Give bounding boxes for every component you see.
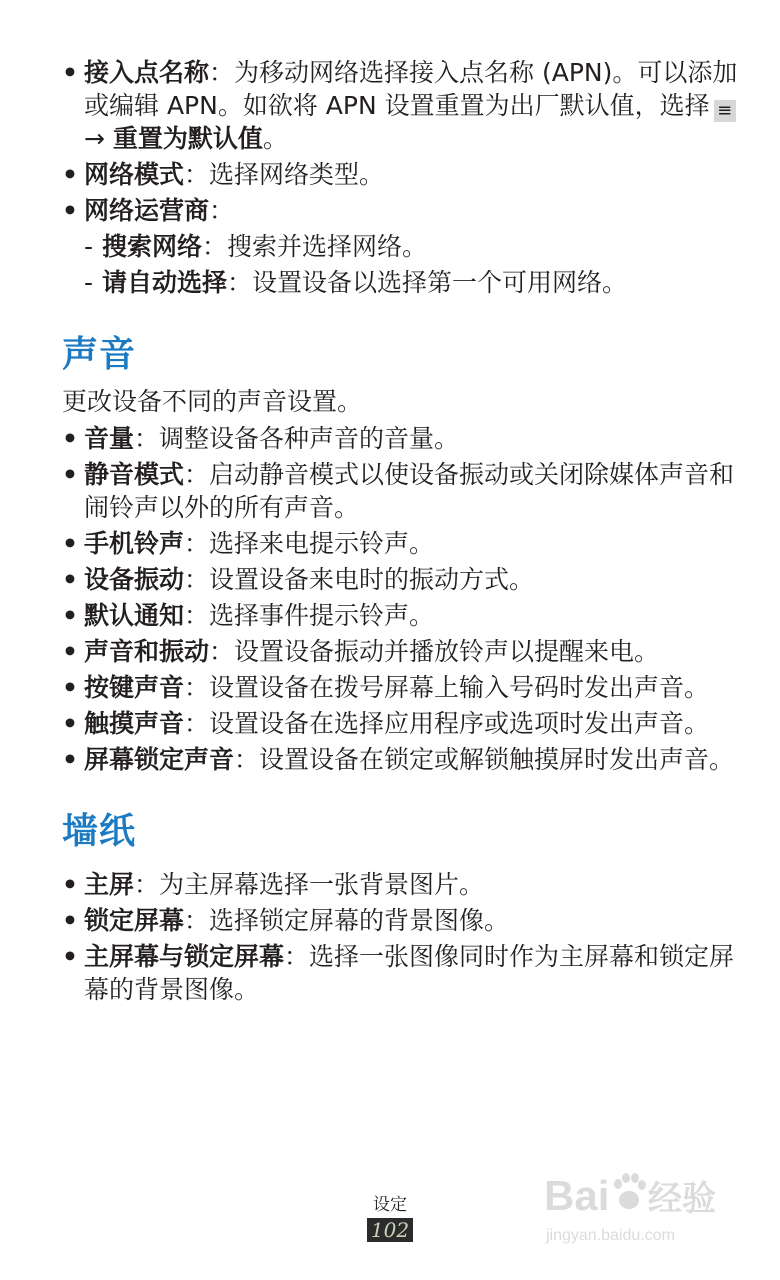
item-end: 。 — [262, 124, 288, 153]
item-term: 搜索网络 — [102, 232, 203, 261]
sub-item-search-network — [62, 230, 742, 263]
item-desc: ：选择事件提示铃声。 — [184, 601, 435, 630]
list-item-home-and-lock — [62, 940, 742, 1006]
item-desc: ：搜索并选择网络。 — [202, 232, 428, 261]
item-term: 主屏幕与锁定屏幕 — [84, 942, 285, 971]
list-item-apn — [62, 56, 742, 155]
list-item-ringtone — [62, 527, 742, 560]
item-term: 设备振动 — [84, 565, 185, 594]
item-desc: ：选择网络类型。 — [184, 160, 385, 189]
section-heading-sound: 声音 — [62, 334, 137, 375]
manual-page — [62, 56, 742, 1009]
item-desc: ：为移动网络选择接入点名称 (APN)。可以添加或编辑 APN。如欲将 APN 设置重置为出厂默认值，选择 — [84, 58, 738, 120]
item-desc: ：启动静音模式以使设备振动或关闭除媒体声音和闹铃声以外的所有声音。 — [84, 460, 735, 522]
item-term: 默认通知 — [84, 601, 185, 630]
item-desc: ：为主屏幕选择一张背景图片。 — [134, 870, 485, 899]
section-intro-sound: 更改设备不同的声音设置。 — [62, 387, 363, 416]
dash-glyph: - — [84, 232, 94, 261]
list-item-touch-sound — [62, 707, 742, 740]
wallpaper-settings-list — [62, 868, 742, 1006]
list-item-lock-screen — [62, 904, 742, 937]
watermark-brand: Bai — [544, 1172, 610, 1219]
list-item-sound-vibration — [62, 635, 742, 668]
baidu-jingyan-watermark — [544, 1160, 734, 1250]
list-item-operator — [62, 194, 742, 227]
item-desc: ： — [209, 196, 235, 225]
item-desc: ：选择锁定屏幕的背景图像。 — [184, 906, 510, 935]
page-footer — [330, 1194, 450, 1242]
page-number: 102 — [367, 1218, 413, 1242]
list-item-volume — [62, 422, 742, 455]
item-desc: ：调整设备各种声音的音量。 — [134, 424, 460, 453]
item-term: 网络运营商 — [84, 196, 210, 225]
footer-section-label: 设定 — [373, 1195, 407, 1215]
list-item-lock-sound — [62, 743, 742, 776]
section-heading-wallpaper: 墙纸 — [62, 811, 137, 852]
watermark-url: jingyan.baidu.com — [546, 1227, 675, 1244]
item-term: 音量 — [84, 424, 135, 453]
item-term: 声音和振动 — [84, 637, 210, 666]
sub-item-auto-select — [62, 266, 742, 299]
list-item-keypad-tone — [62, 671, 742, 704]
dash-glyph: - — [84, 268, 94, 297]
arrow-glyph: → — [84, 124, 105, 153]
item-term: 屏幕锁定声音 — [84, 745, 235, 774]
reset-default-action: 重置为默认值 — [112, 124, 263, 153]
item-desc: ：设置设备来电时的振动方式。 — [184, 565, 535, 594]
item-desc: ：选择来电提示铃声。 — [184, 529, 435, 558]
paw-icon — [614, 1173, 646, 1209]
item-term: 手机铃声 — [84, 529, 185, 558]
list-item-network-mode — [62, 158, 742, 191]
item-term: 主屏 — [84, 870, 135, 899]
item-term: 触摸声音 — [84, 709, 185, 738]
item-term: 按键声音 — [84, 673, 185, 702]
menu-icon: ≡ — [714, 100, 736, 122]
item-term: 请自动选择 — [102, 268, 228, 297]
item-desc: ：设置设备以选择第一个可用网络。 — [227, 268, 628, 297]
item-term: 网络模式 — [84, 160, 185, 189]
item-desc: ：设置设备在选择应用程序或选项时发出声音。 — [184, 709, 710, 738]
list-item-silent-mode — [62, 458, 742, 524]
item-desc: ：设置设备振动并播放铃声以提醒来电。 — [209, 637, 660, 666]
network-settings-list — [62, 56, 742, 299]
list-item-vibration — [62, 563, 742, 596]
item-desc: ：设置设备在拨号屏幕上输入号码时发出声音。 — [184, 673, 710, 702]
item-term: 接入点名称 — [84, 58, 210, 87]
item-term: 锁定屏幕 — [84, 906, 185, 935]
list-item-home-screen — [62, 868, 742, 901]
watermark-brand-cn: 经验 — [648, 1179, 716, 1219]
sound-settings-list — [62, 422, 742, 776]
item-desc: ：设置设备在锁定或解锁触摸屏时发出声音。 — [234, 745, 735, 774]
item-desc: ：选择一张图像同时作为主屏幕和锁定屏幕的背景图像。 — [84, 942, 735, 1004]
item-term: 静音模式 — [84, 460, 185, 489]
list-item-default-notification — [62, 599, 742, 632]
